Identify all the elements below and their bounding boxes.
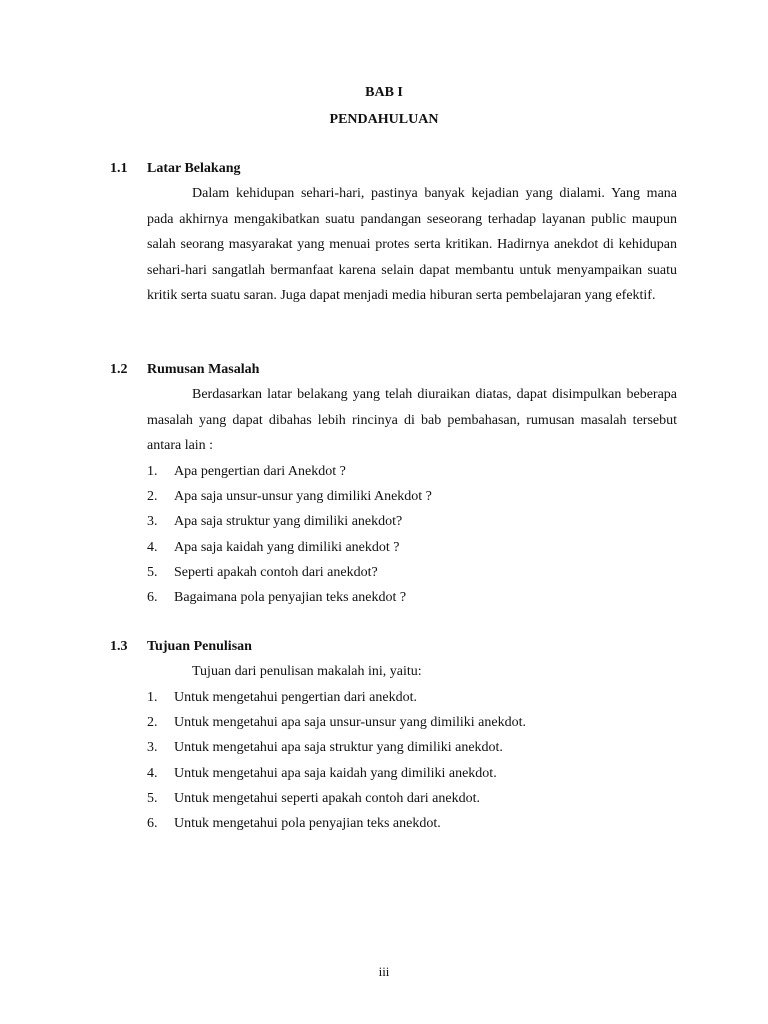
list-item <box>147 761 526 786</box>
list-number: 6. <box>147 589 158 605</box>
list-item <box>147 811 526 836</box>
list-number: 3. <box>147 740 158 756</box>
section-number: 1.3 <box>110 639 128 654</box>
section-number: 1.1 <box>110 161 128 176</box>
page-number: iii <box>378 964 390 979</box>
chapter-title: PENDAHULUAN <box>329 112 439 127</box>
list-item <box>147 509 432 534</box>
list-number: 5. <box>147 790 158 806</box>
list-number: 6. <box>147 815 158 831</box>
list-item <box>147 786 526 811</box>
section-paragraph <box>147 382 677 459</box>
list-text: Untuk mengetahui apa saja kaidah yang dimiliki anekdot. <box>174 765 497 781</box>
list-text: Apa pengertian dari Anekdot ? <box>174 464 346 479</box>
paragraph-text: Berdasarkan latar belakang yang telah diuraikan diatas, dapat disimpulkan beberapa masalah yang dapat dibahas lebih rincinya di bab pembahasan, rumusan masalah tersebut antara lain : <box>147 387 677 453</box>
list-item <box>147 459 432 484</box>
chapter-number: BAB I <box>365 85 403 100</box>
section-paragraph: Tujuan dari penulisan makalah ini, yaitu: <box>192 664 422 679</box>
section-heading-tujuan-penulisan <box>110 639 252 655</box>
list-number: 2. <box>147 489 158 505</box>
section-title: Tujuan Penulisan <box>147 639 252 654</box>
list-text: Apa saja struktur yang dimiliki anekdot? <box>174 514 403 530</box>
section-title: Latar Belakang <box>147 161 241 176</box>
list-text: Untuk mengetahui apa saja unsur-unsur yang dimiliki anekdot. <box>174 715 526 731</box>
list-number: 4. <box>147 539 158 555</box>
section-paragraph <box>147 181 677 309</box>
section-number: 1.2 <box>110 362 128 377</box>
list-number: 2. <box>147 715 158 731</box>
list-item <box>147 560 432 585</box>
list-number: 3. <box>147 514 158 530</box>
list-item <box>147 484 432 509</box>
section-heading-latar-belakang <box>110 161 240 177</box>
problem-list <box>147 459 432 610</box>
list-item <box>147 710 526 735</box>
list-number: 4. <box>147 765 158 781</box>
list-number: 1. <box>147 690 158 705</box>
list-number: 5. <box>147 564 158 580</box>
section-heading-rumusan-masalah <box>110 362 259 378</box>
list-item <box>147 735 526 760</box>
list-text: Seperti apakah contoh dari anekdot? <box>174 564 378 580</box>
paragraph-text: Dalam kehidupan sehari-hari, pastinya banyak kejadian yang dialami. Yang mana pada akhirnya mengakibatkan suatu pandangan seseorang terhadap layanan public maupun salah seorang masyarakat yang menuai protes serta kritikan. Hadirnya anekdot di kehidupan sehari-hari sangatlah bermanfaat karena selain dapat membantu untuk menyampaikan suatu kritik serta suatu saran. Juga dapat menjadi media hiburan serta pembelajaran yang efektif. <box>147 186 677 303</box>
list-text: Bagaimana pola penyajian teks anekdot ? <box>174 589 407 605</box>
purpose-list <box>147 685 526 836</box>
list-text: Untuk mengetahui pola penyajian teks anekdot. <box>174 815 441 831</box>
list-text: Untuk mengetahui seperti apakah contoh dari anekdot. <box>174 790 480 806</box>
list-item <box>147 535 432 560</box>
section-title: Rumusan Masalah <box>147 362 260 377</box>
list-text: Untuk mengetahui apa saja struktur yang dimiliki anekdot. <box>174 740 503 756</box>
list-text: Untuk mengetahui pengertian dari anekdot. <box>174 690 417 705</box>
list-item <box>147 685 526 710</box>
list-item <box>147 585 432 610</box>
list-text: Apa saja kaidah yang dimiliki anekdot ? <box>174 539 400 555</box>
list-text: Apa saja unsur-unsur yang dimiliki Anekdot ? <box>174 489 432 505</box>
list-number: 1. <box>147 464 158 479</box>
